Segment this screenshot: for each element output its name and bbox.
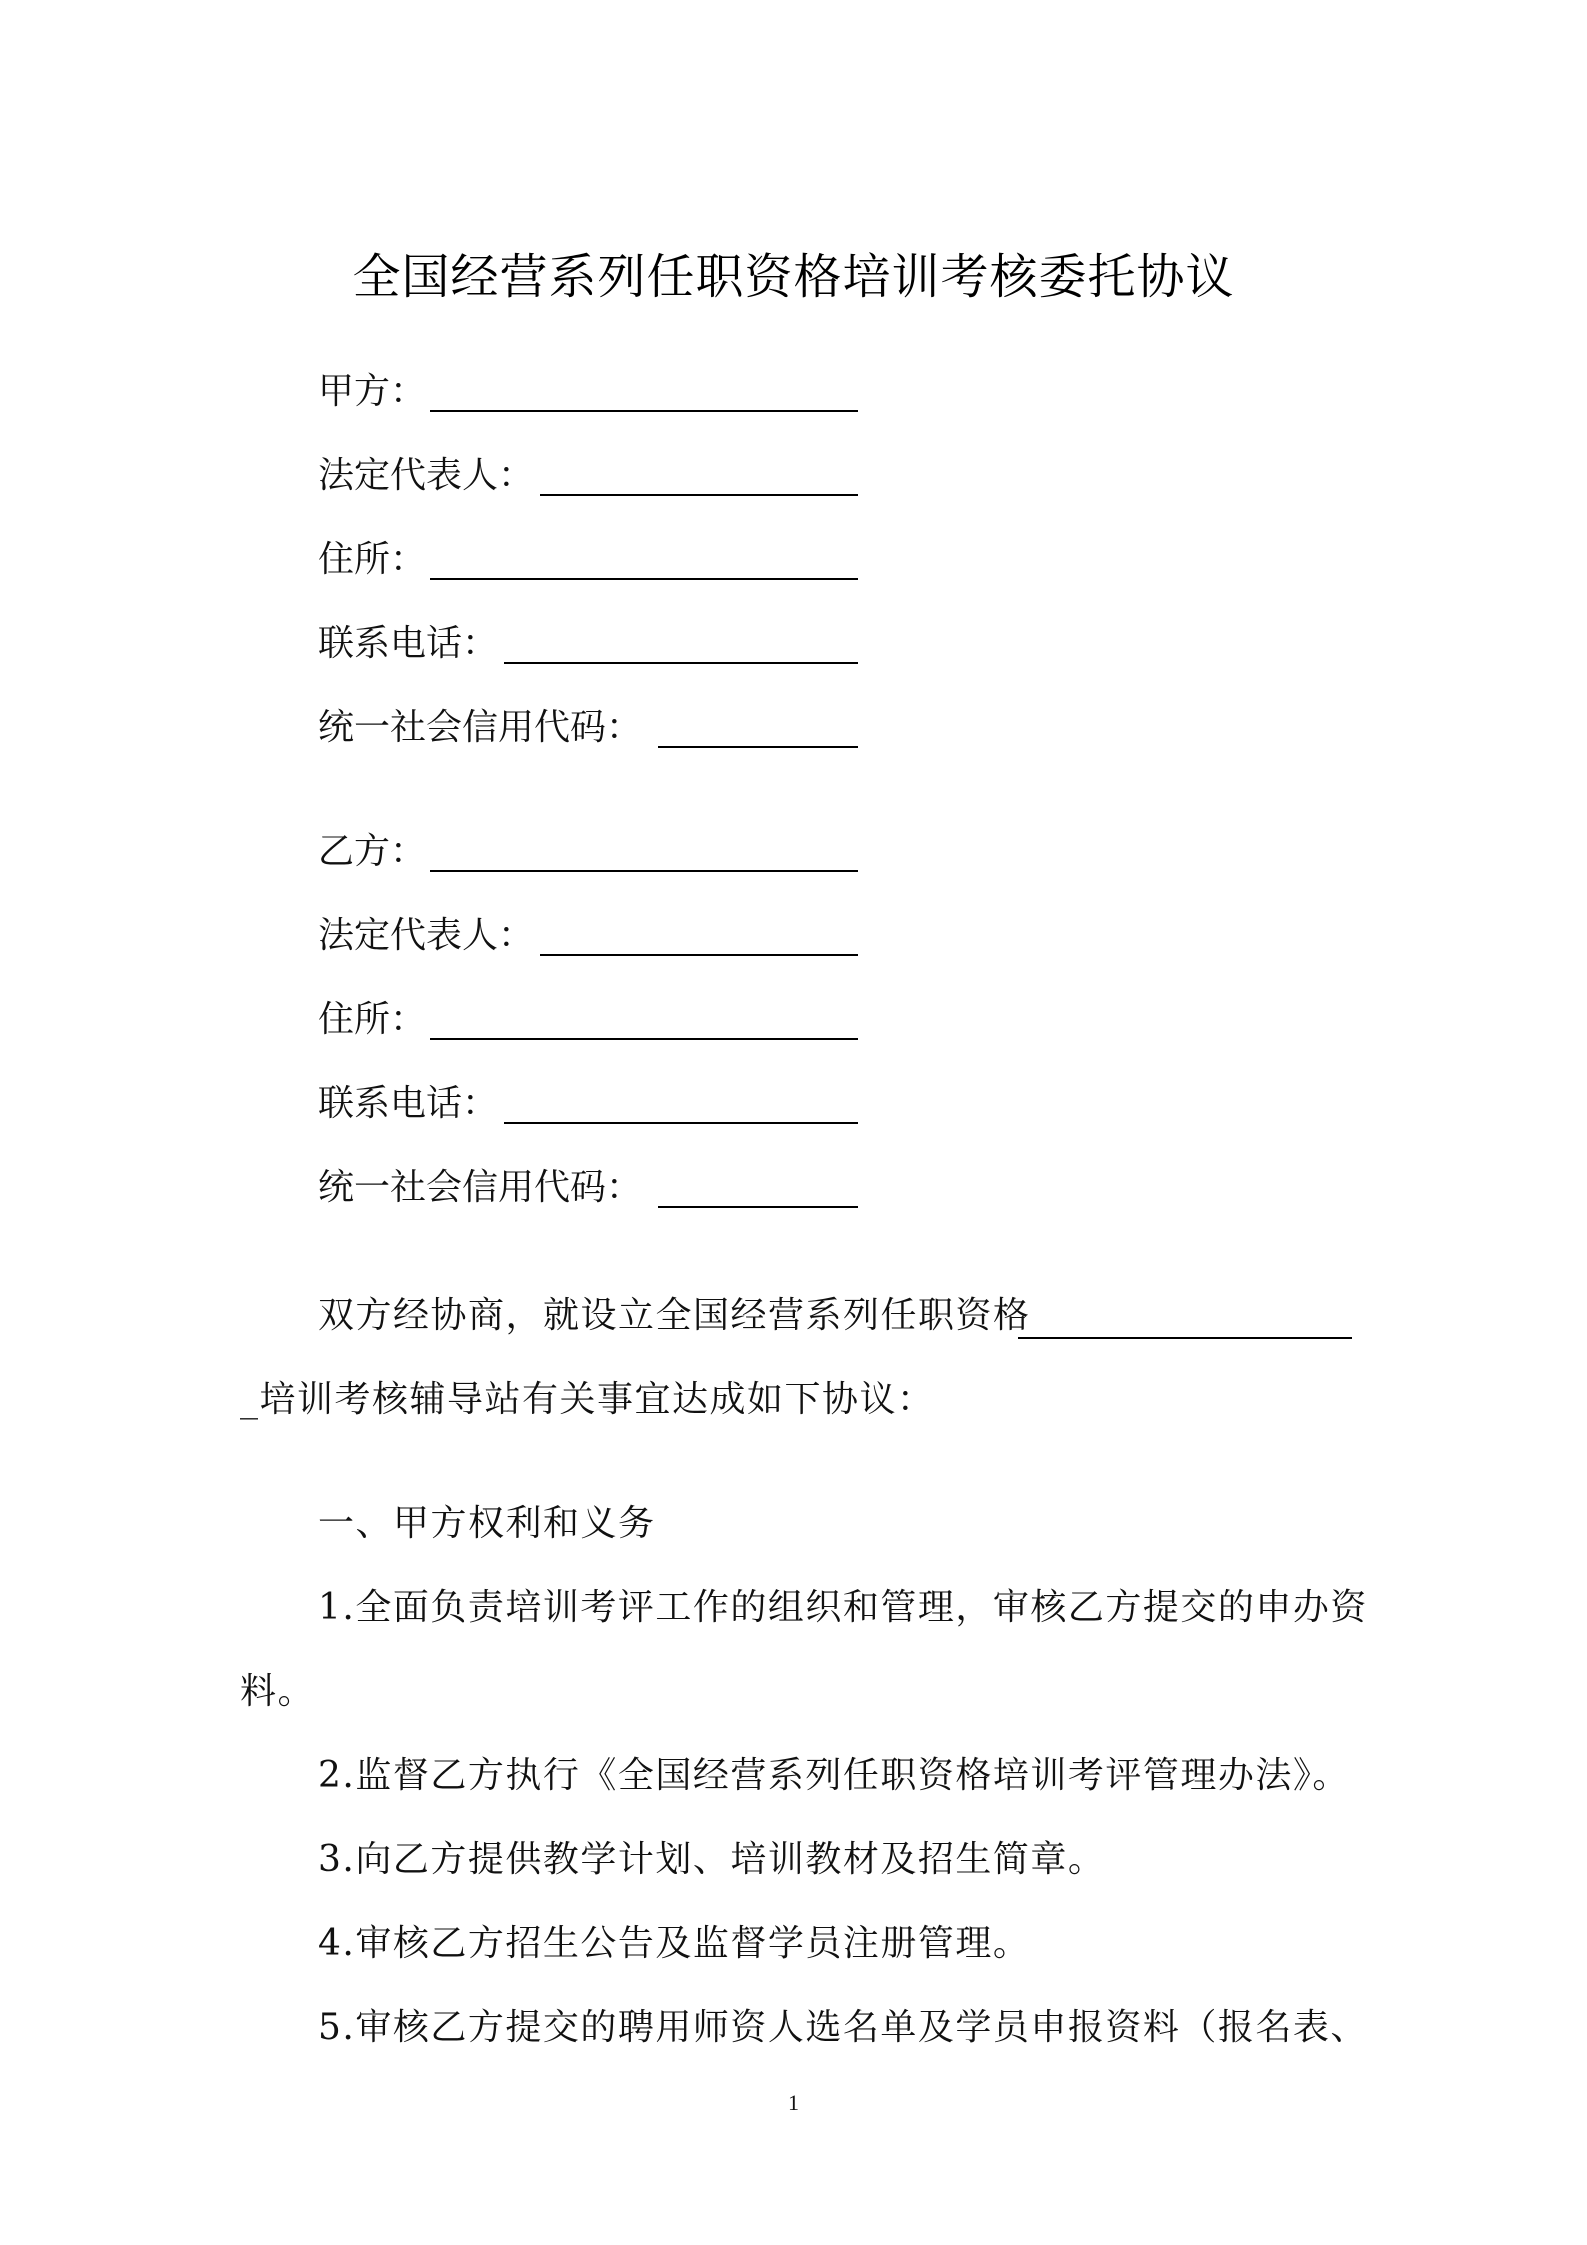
- intro-line-1: 双方经协商，就设立全国经营系列任职资格: [318, 1295, 1031, 1336]
- party-a-credit-field: [318, 706, 858, 750]
- party-a-name-label: 甲方：: [318, 371, 427, 412]
- party-a-credit-label: 统一社会信用代码：: [318, 707, 643, 748]
- party-a-credit-blank: [658, 746, 858, 748]
- party-b-address-blank: [430, 1038, 858, 1040]
- party-a-phone-label: 联系电话：: [318, 623, 499, 664]
- party-b-phone-blank: [504, 1122, 858, 1124]
- party-a-address-label: 住所：: [318, 539, 427, 580]
- party-b-name-field: [318, 830, 858, 874]
- item-5: 5.审核乙方提交的聘用师资人选名单及学员申报资料（报名表、: [318, 2007, 1368, 2048]
- page-number: 1: [788, 2090, 799, 2115]
- item-1-line-1: 1.全面负责培训考评工作的组织和管理，审核乙方提交的申办资: [318, 1587, 1368, 1628]
- item-3: 3.向乙方提供教学计划、培训教材及招生简章。: [318, 1839, 1106, 1880]
- party-b-rep-label: 法定代表人：: [318, 915, 535, 956]
- party-a-name-field: [318, 370, 858, 414]
- party-b-credit-label: 统一社会信用代码：: [318, 1167, 643, 1208]
- party-b-name-label: 乙方：: [318, 831, 427, 872]
- party-b-address-field: [318, 998, 858, 1042]
- item-2: 2.监督乙方执行《全国经营系列任职资格培训考评管理办法》。: [318, 1755, 1350, 1796]
- section-1-heading: 一、甲方权利和义务: [318, 1503, 656, 1544]
- party-b-name-blank: [430, 870, 858, 872]
- party-b-rep-blank: [540, 954, 858, 956]
- party-b-address-label: 住所：: [318, 999, 427, 1040]
- party-a-address-blank: [430, 578, 858, 580]
- party-a-phone-blank: [504, 662, 858, 664]
- party-b-phone-label: 联系电话：: [318, 1083, 499, 1124]
- party-a-name-blank: [430, 410, 858, 412]
- party-b-phone-field: [318, 1082, 858, 1126]
- party-a-rep-label: 法定代表人：: [318, 455, 535, 496]
- party-a-address-field: [318, 538, 858, 582]
- party-a-phone-field: [318, 622, 858, 666]
- item-1-line-2: 料。: [240, 1671, 316, 1712]
- party-b-credit-blank: [658, 1206, 858, 1208]
- document-title: 全国经营系列任职资格培训考核委托协议: [352, 249, 1235, 305]
- party-b-rep-field: [318, 914, 858, 958]
- intro-line-2: _培训考核辅导站有关事宜达成如下协议：: [240, 1379, 935, 1420]
- intro-blank: [1018, 1337, 1352, 1339]
- item-4: 4.审核乙方招生公告及监督学员注册管理。: [318, 1923, 1031, 1964]
- party-a-rep-field: [318, 454, 858, 498]
- party-b-credit-field: [318, 1166, 858, 1210]
- party-a-rep-blank: [540, 494, 858, 496]
